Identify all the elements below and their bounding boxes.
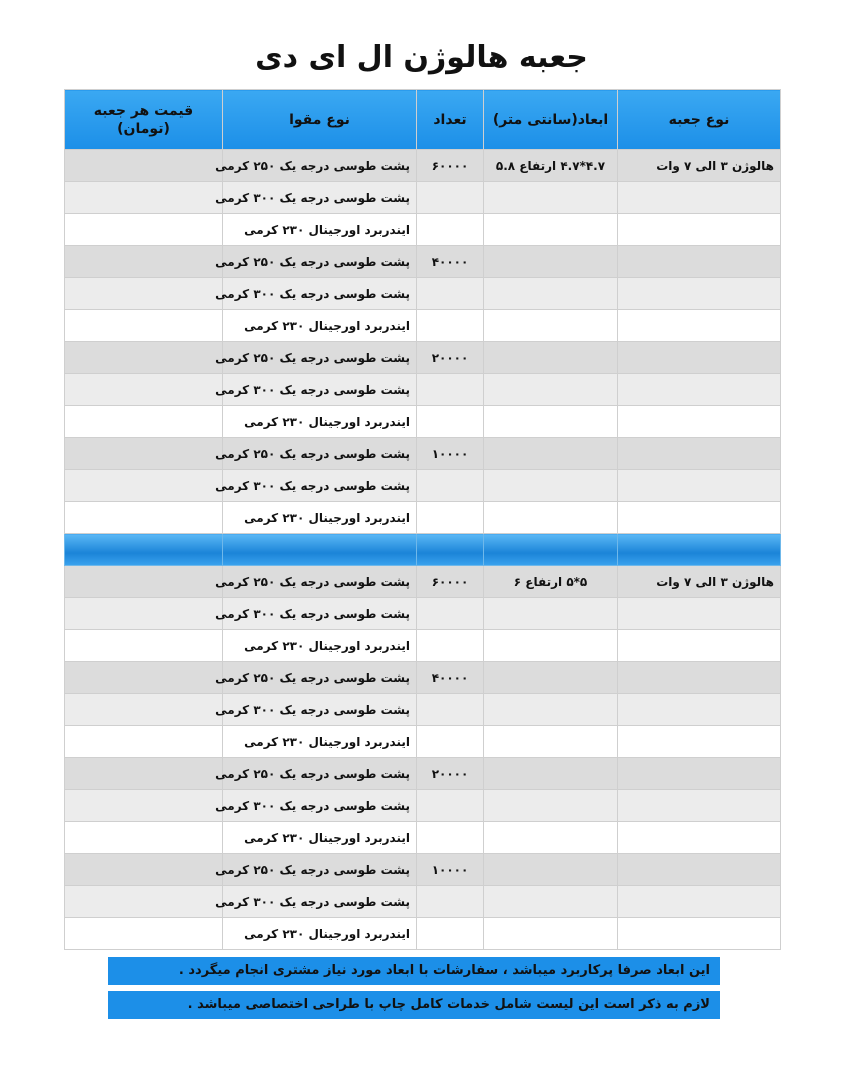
cell-price [65,374,223,406]
table-row [65,246,781,278]
header-price: قیمت هر جعبه (تومان) [65,90,223,150]
cell-material: ایندربرد اورجینال ۲۳۰ کرمی [223,918,417,950]
cell-dimensions: ۵*۵ ارتفاع ۶ [484,566,618,598]
table-row [65,278,781,310]
cell-dimensions [484,406,618,438]
section-separator [65,534,781,566]
cell-price [65,182,223,214]
cell-box-type [618,918,781,950]
cell-material: پشت طوسی درجه یک ۲۵۰ کرمی [223,438,417,470]
price-table [64,89,781,950]
cell-material: پشت طوسی درجه یک ۳۰۰ کرمی [223,374,417,406]
cell-dimensions [484,438,618,470]
table-row [65,566,781,598]
cell-material: پشت طوسی درجه یک ۲۵۰ کرمی [223,854,417,886]
cell-box-type [618,790,781,822]
cell-dimensions [484,470,618,502]
cell-price [65,886,223,918]
cell-dimensions [484,726,618,758]
cell-quantity [417,406,484,438]
table-row [65,822,781,854]
table-row [65,150,781,182]
header-dimensions: ابعاد(سانتی متر) [484,90,618,150]
cell-quantity: ۱۰۰۰۰ [417,438,484,470]
cell-box-type [618,246,781,278]
cell-box-type [618,214,781,246]
table-row [65,886,781,918]
cell-price [65,630,223,662]
cell-box-type [618,694,781,726]
cell-material: پشت طوسی درجه یک ۳۰۰ کرمی [223,886,417,918]
table-row [65,182,781,214]
cell-price [65,502,223,534]
cell-price [65,566,223,598]
cell-material: ایندربرد اورجینال ۲۳۰ کرمی [223,630,417,662]
table-body [65,150,781,950]
cell-dimensions [484,630,618,662]
separator-cell [223,534,417,566]
note-printing-services: لازم به ذکر است این لیست شامل خدمات کامل چاپ با طراحی اختصاصی میباشد . [108,991,720,1019]
cell-material: پشت طوسی درجه یک ۲۵۰ کرمی [223,662,417,694]
cell-quantity: ۴۰۰۰۰ [417,246,484,278]
header-material: نوع مقوا [223,90,417,150]
cell-dimensions [484,758,618,790]
cell-quantity [417,470,484,502]
separator-cell [484,534,618,566]
cell-material: ایندربرد اورجینال ۲۳۰ کرمی [223,726,417,758]
table-row [65,310,781,342]
cell-price [65,310,223,342]
cell-quantity [417,694,484,726]
cell-box-type [618,886,781,918]
table-row [65,438,781,470]
cell-box-type [618,310,781,342]
cell-quantity [417,822,484,854]
cell-price [65,214,223,246]
table-row [65,726,781,758]
cell-material: پشت طوسی درجه یک ۲۵۰ کرمی [223,566,417,598]
cell-dimensions [484,278,618,310]
cell-dimensions [484,790,618,822]
cell-price [65,150,223,182]
cell-dimensions [484,822,618,854]
separator-cell [417,534,484,566]
table-row [65,598,781,630]
cell-price [65,438,223,470]
cell-quantity [417,630,484,662]
cell-material: پشت طوسی درجه یک ۲۵۰ کرمی [223,342,417,374]
cell-material: پشت طوسی درجه یک ۲۵۰ کرمی [223,246,417,278]
cell-quantity [417,374,484,406]
cell-box-type [618,854,781,886]
cell-quantity: ۶۰۰۰۰ [417,566,484,598]
cell-dimensions [484,342,618,374]
cell-quantity: ۶۰۰۰۰ [417,150,484,182]
cell-quantity [417,726,484,758]
table-row [65,630,781,662]
cell-box-type [618,630,781,662]
cell-price [65,694,223,726]
cell-price [65,470,223,502]
cell-material: ایندربرد اورجینال ۲۳۰ کرمی [223,502,417,534]
cell-box-type [618,278,781,310]
cell-box-type [618,502,781,534]
cell-material: ایندربرد اورجینال ۲۳۰ کرمی [223,406,417,438]
table-row [65,406,781,438]
separator-cell [65,534,223,566]
cell-quantity: ۱۰۰۰۰ [417,854,484,886]
cell-quantity [417,886,484,918]
cell-box-type [618,438,781,470]
table-row [65,470,781,502]
cell-material: پشت طوسی درجه یک ۳۰۰ کرمی [223,694,417,726]
cell-dimensions [484,694,618,726]
cell-dimensions [484,374,618,406]
table-row [65,758,781,790]
header-box-type: نوع جعبه [618,90,781,150]
cell-dimensions [484,662,618,694]
cell-price [65,918,223,950]
cell-quantity [417,278,484,310]
table-header-row [65,90,781,150]
cell-material: ایندربرد اورجینال ۲۳۰ کرمی [223,310,417,342]
cell-box-type [618,598,781,630]
table-row [65,918,781,950]
cell-material: ایندربرد اورجینال ۲۳۰ کرمی [223,822,417,854]
cell-quantity [417,598,484,630]
cell-box-type [618,662,781,694]
cell-material: پشت طوسی درجه یک ۲۵۰ کرمی [223,758,417,790]
table-row [65,342,781,374]
cell-price [65,598,223,630]
cell-quantity: ۴۰۰۰۰ [417,662,484,694]
cell-price [65,662,223,694]
cell-dimensions [484,246,618,278]
cell-quantity [417,790,484,822]
cell-price [65,790,223,822]
cell-box-type [618,822,781,854]
cell-material: پشت طوسی درجه یک ۳۰۰ کرمی [223,182,417,214]
cell-price [65,406,223,438]
cell-price [65,246,223,278]
cell-dimensions [484,502,618,534]
cell-box-type [618,342,781,374]
header-quantity: تعداد [417,90,484,150]
cell-box-type [618,726,781,758]
cell-dimensions: ۴.۷*۴.۷ ارتفاع ۵.۸ [484,150,618,182]
cell-quantity [417,502,484,534]
cell-material: پشت طوسی درجه یک ۳۰۰ کرمی [223,278,417,310]
page-title: جعبه هالوژن ال ای دی [255,40,588,75]
cell-box-type [618,758,781,790]
cell-dimensions [484,886,618,918]
cell-quantity: ۲۰۰۰۰ [417,758,484,790]
table-row [65,694,781,726]
cell-dimensions [484,182,618,214]
cell-price [65,822,223,854]
cell-price [65,726,223,758]
cell-material: پشت طوسی درجه یک ۳۰۰ کرمی [223,790,417,822]
notes [108,957,720,1019]
table-row [65,214,781,246]
table-row [65,502,781,534]
cell-dimensions [484,214,618,246]
cell-box-type [618,470,781,502]
cell-quantity [417,310,484,342]
cell-material: ایندربرد اورجینال ۲۳۰ کرمی [223,214,417,246]
note-dimensions: این ابعاد صرفا پرکاربرد میباشد ، سفارشات با ابعاد مورد نیاز مشتری انجام میگردد . [108,957,720,985]
cell-price [65,758,223,790]
cell-price [65,342,223,374]
cell-quantity: ۲۰۰۰۰ [417,342,484,374]
cell-material: پشت طوسی درجه یک ۲۵۰ کرمی [223,150,417,182]
separator-cell [618,534,781,566]
cell-dimensions [484,854,618,886]
cell-dimensions [484,918,618,950]
cell-material: پشت طوسی درجه یک ۳۰۰ کرمی [223,470,417,502]
cell-box-type: هالوژن ۳ الی ۷ وات [618,150,781,182]
table-row [65,854,781,886]
cell-box-type [618,182,781,214]
cell-quantity [417,918,484,950]
cell-box-type: هالوژن ۳ الی ۷ وات [618,566,781,598]
cell-dimensions [484,598,618,630]
table-row [65,662,781,694]
table-row [65,790,781,822]
cell-price [65,854,223,886]
table-row [65,374,781,406]
cell-quantity [417,182,484,214]
cell-material: پشت طوسی درجه یک ۳۰۰ کرمی [223,598,417,630]
cell-quantity [417,214,484,246]
cell-price [65,278,223,310]
cell-dimensions [484,310,618,342]
cell-box-type [618,374,781,406]
cell-box-type [618,406,781,438]
